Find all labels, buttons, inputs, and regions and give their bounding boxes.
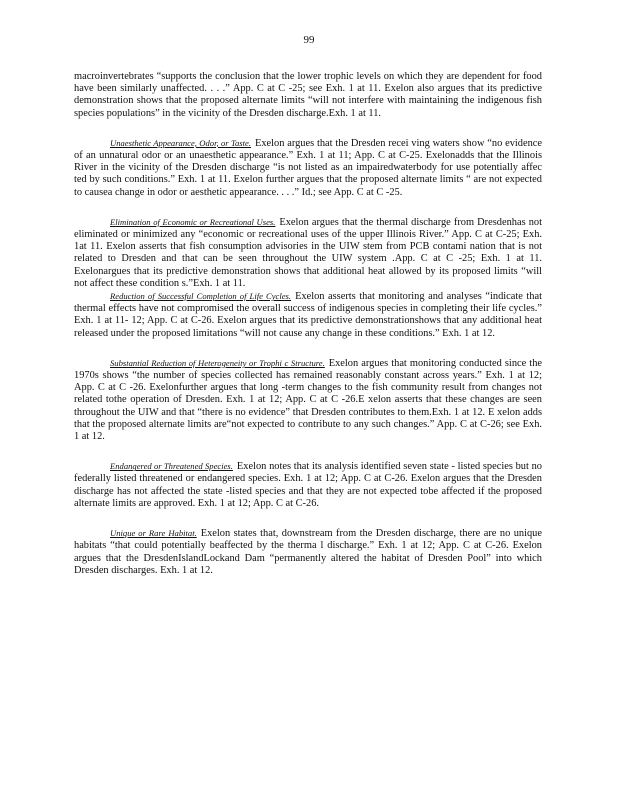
paragraph-text: Exelon argues that the Dresden recei ving waters show “no evidence of an unnatural odor or an unaesthetic appearance.” Exh. 1 at 11; App. C at C-25. Exelonadds that the Illinois River in the vicinity of the Dresden discharge “is not listed as an impairedwaterbody for use potentially affec ted by such conditions.” Exh. 1 at 11. Exelon further argues that the proposed alternate limits “ are not expected to causea change in odor or aesthetic appearance. . . .” Id.; see App. C at C -25.: [74, 137, 542, 198]
paragraph-endangered-species: [74, 460, 542, 510]
paragraph-aesthetic: [74, 137, 542, 199]
paragraph-text: macroinvertebrates “supports the conclusion that the lower trophic levels on which they are dependent for food have been similarly unaffected. . . .” App. C at C -25; see Exh. 1 at 11. Exelon also argues that its predictive demonstration shows that the proposed alternate limits “will not interfere with maintaining the indigenous fish species populations” in the vicinity of the Dresden discharge.Exh. 1 at 11.: [74, 71, 542, 119]
page-number: 99: [303, 34, 315, 46]
paragraph-life-cycles: [74, 290, 542, 340]
section-heading-life-cycles: Reduction of Successful Completion of Life Cycles.: [110, 291, 292, 302]
paragraph-text: Exelon states that, downstream from the Dresden discharge, there are no unique habitats “that could potentially beaffected by the therma l discharge.” Exh. 1 at 12; App. C at C-26. Exelon argues that the DresdenIslandLockand Dam “permanently altered the habitat of Dresden Pool” into which Dresden discharges. Exh. 1 at 12.: [74, 528, 542, 576]
paragraph-economic-uses: [74, 216, 542, 290]
paragraph-text: Exelon notes that its analysis identified seven state - listed species but no federally listed threatened or endangered species. Exh. 1 at 12; App. C at C-26. Exelon argues that the Dresden discharge has not affected the state -listed species and that they are not expected tobe affected if the proposed alternate limits are approved. Exh. 1 at 12; App. C at C-26.: [74, 461, 543, 509]
paragraph-trophic-structure: [74, 357, 542, 443]
section-heading-trophic-structure: Substantial Reduction of Heterogeneity or Trophi c Structure.: [110, 357, 325, 368]
paragraph-unique-habitat: [74, 527, 542, 577]
paragraph-text: Exelon argues that monitoring conducted since the 1970s shows “the number of species collected has remained reasonably constant across years.” Exh. 1 at 12; App. C at C -26. Exelonfurther argues that long -term changes to the fish community result from changes not related tothe operation of Dresden. Exh. 1 at 12; App. C at C -26.E xelon asserts that these changes are seen throughout the UIW and that “there is no evidence” that Dresden contributes to them.Exh. 1 at 12. E xelon adds that the proposed alternate limits are“not expected to contribute to any such changes.” App. C at C-26; see Exh. 1 at 12.: [74, 357, 542, 443]
paragraph-text: Exelon asserts that monitoring and analyses “indicate that thermal effects have not compromised the overall success of indigenous species in completing their life cycles.” Exh. 1 at 11- 12; App. C at C-26. Exelon argues that its predictive demonstrationshows that any additional heat released under the proposed limitations “will not cause any change in these conditions.” Exh. 1 at 12.: [74, 291, 542, 339]
section-heading-aesthetic: Unaesthetic Appearance, Odor, or Taste.: [110, 137, 251, 148]
section-heading-endangered-species: Endangered or Threatened Species.: [110, 461, 233, 472]
document-body: [74, 71, 542, 577]
section-heading-economic-uses: Elimination of Economic or Recreational Uses.: [110, 216, 276, 227]
section-heading-unique-habitat: Unique or Rare Habitat.: [110, 528, 197, 539]
paragraph-macroinvertebrates: [74, 71, 542, 120]
paragraph-text: Exelon argues that the thermal discharge from Dresdenhas not eliminated or minimized any “economic or recreational uses of the upper Illinois River.” App. C at C-25; Exh. 1at 11. Exelon asserts that fish consumption advisories in the UIW stem from PCB contami nation that is not related to Dresden and that can be seen throughout the UIW system .App. C at C -25; Exh. 1 at 11. Exelonargues that its predictive demonstration shows that additional heat allowed by its proposed limits “will not affect these condition s.”Exh. 1 at 11.: [74, 216, 542, 289]
